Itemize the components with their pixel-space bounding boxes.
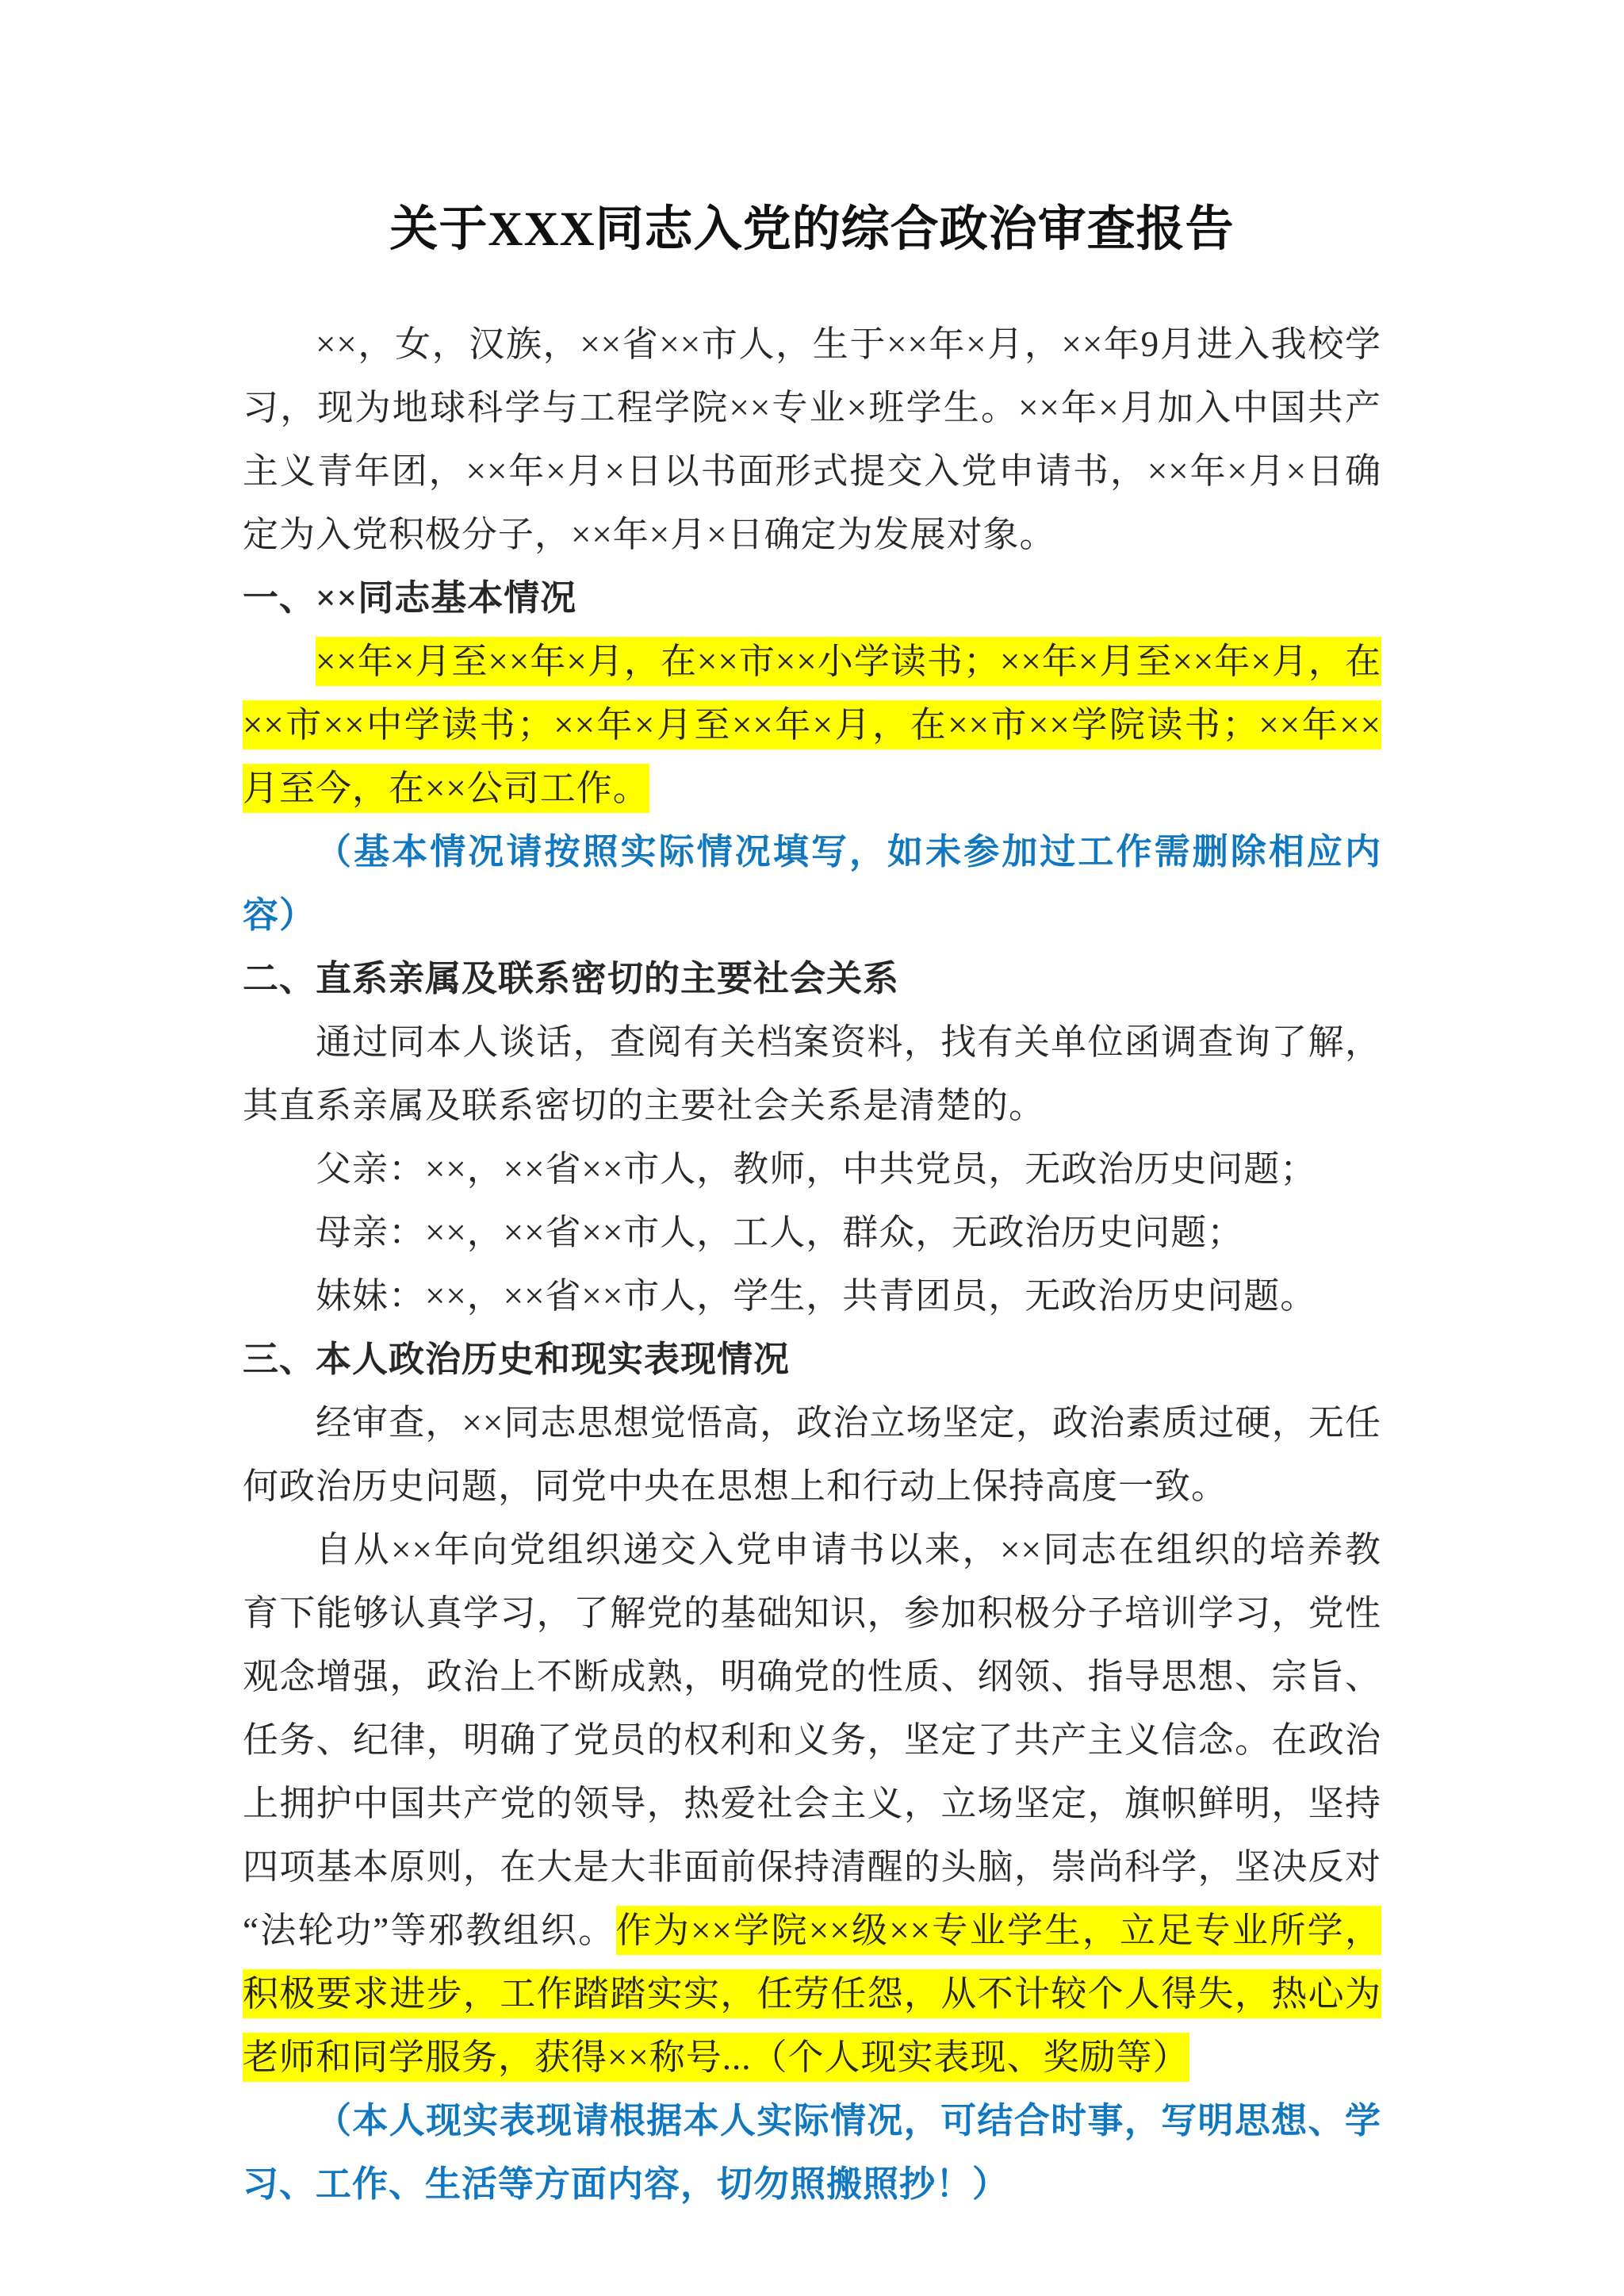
- note-performance: [243, 2089, 1381, 2216]
- intro-paragraph-run-normal: ××，女，汉族，××省××市人，生于××年×月，××年9月进入我校学习，现为地球科学与工程学院××专业×班学生。××年×月加入中国共产主义青年团，××年×月×日以书面形式提交入党申请书，××年×月×日确定为入党积极分子，××年×月×日确定为发展对象。: [243, 324, 1381, 554]
- resume-history-paragraph-run-highlight: ××年×月至××年×月，在××市××小学读书；××年×月至××年×月，在××市××中学读书；××年×月至××年×月，在××市××学院读书；××年××月至今，在××公司工作。: [243, 637, 1381, 813]
- performance-paragraph: [243, 1518, 1381, 2089]
- document-body: [243, 312, 1381, 2216]
- section-3-heading-run-normal: 三、本人政治历史和现实表现情况: [243, 1340, 791, 1379]
- father-line: [243, 1137, 1381, 1201]
- social-relations-intro-paragraph: [243, 1010, 1381, 1137]
- mother-line: [243, 1201, 1381, 1264]
- performance-paragraph-run-highlight: 作为××学院××级××专业学生，立足专业所学，积极要求进步，工作踏踏实实，任劳任怨，从不计较个人得失，热心为老师和同学服务，获得××称号...（个人现实表现、奖励等）: [243, 1906, 1381, 2082]
- section-2-heading: [243, 947, 1381, 1010]
- section-2-heading-run-normal: 二、直系亲属及联系密切的主要社会关系: [243, 959, 900, 999]
- note-performance-run-note: （本人现实表现请根据本人实际情况，可结合时事，写明思想、学习、工作、生活等方面内容，切勿照搬照抄！）: [243, 2101, 1381, 2204]
- note-basic-info: [243, 820, 1381, 947]
- section-1-heading-run-normal: 一、××同志基本情况: [243, 578, 577, 618]
- mother-line-run-normal: 母亲：××，××省××市人，工人，群众，无政治历史问题；: [316, 1213, 1244, 1252]
- section-1-heading: [243, 566, 1381, 630]
- note-basic-info-run-note: （基本情况请按照实际情况填写，如未参加过工作需删除相应内容）: [243, 832, 1381, 935]
- resume-history-paragraph: [243, 630, 1381, 820]
- sister-line-run-normal: 妹妹：××，××省××市人，学生，共青团员，无政治历史问题。: [316, 1276, 1317, 1316]
- document-title: 关于XXX同志入党的综合政治审查报告: [389, 203, 1235, 256]
- performance-paragraph-run-normal: 自从××年向党组织递交入党申请书以来，××同志在组织的培养教育下能够认真学习，了解党的基础知识，参加积极分子培训学习，党性观念增强，政治上不断成熟，明确党的性质、纲领、指导思想、宗旨、任务、纪律，明确了党员的权利和义务，坚定了共产主义信念。在政治上拥护中国共产党的领导，热爱社会主义，立场坚定，旗帜鲜明，坚持四项基本原则，在大是大非面前保持清醒的头脑，崇尚科学，坚决反对“法轮功”等邪教组织。: [243, 1530, 1381, 1950]
- father-line-run-normal: 父亲：××，××省××市人，教师，中共党员，无政治历史问题；: [316, 1149, 1317, 1189]
- section-3-heading: [243, 1328, 1381, 1391]
- intro-paragraph: [243, 312, 1381, 566]
- political-review-paragraph-run-normal: 经审查，××同志思想觉悟高，政治立场坚定，政治素质过硬，无任何政治历史问题，同党中央在思想上和行动上保持高度一致。: [243, 1403, 1381, 1506]
- political-review-paragraph: [243, 1391, 1381, 1518]
- social-relations-intro-paragraph-run-normal: 通过同本人谈话，查阅有关档案资料，找有关单位函调查询了解，其直系亲属及联系密切的主要社会关系是清楚的。: [243, 1022, 1381, 1125]
- sister-line: [243, 1264, 1381, 1328]
